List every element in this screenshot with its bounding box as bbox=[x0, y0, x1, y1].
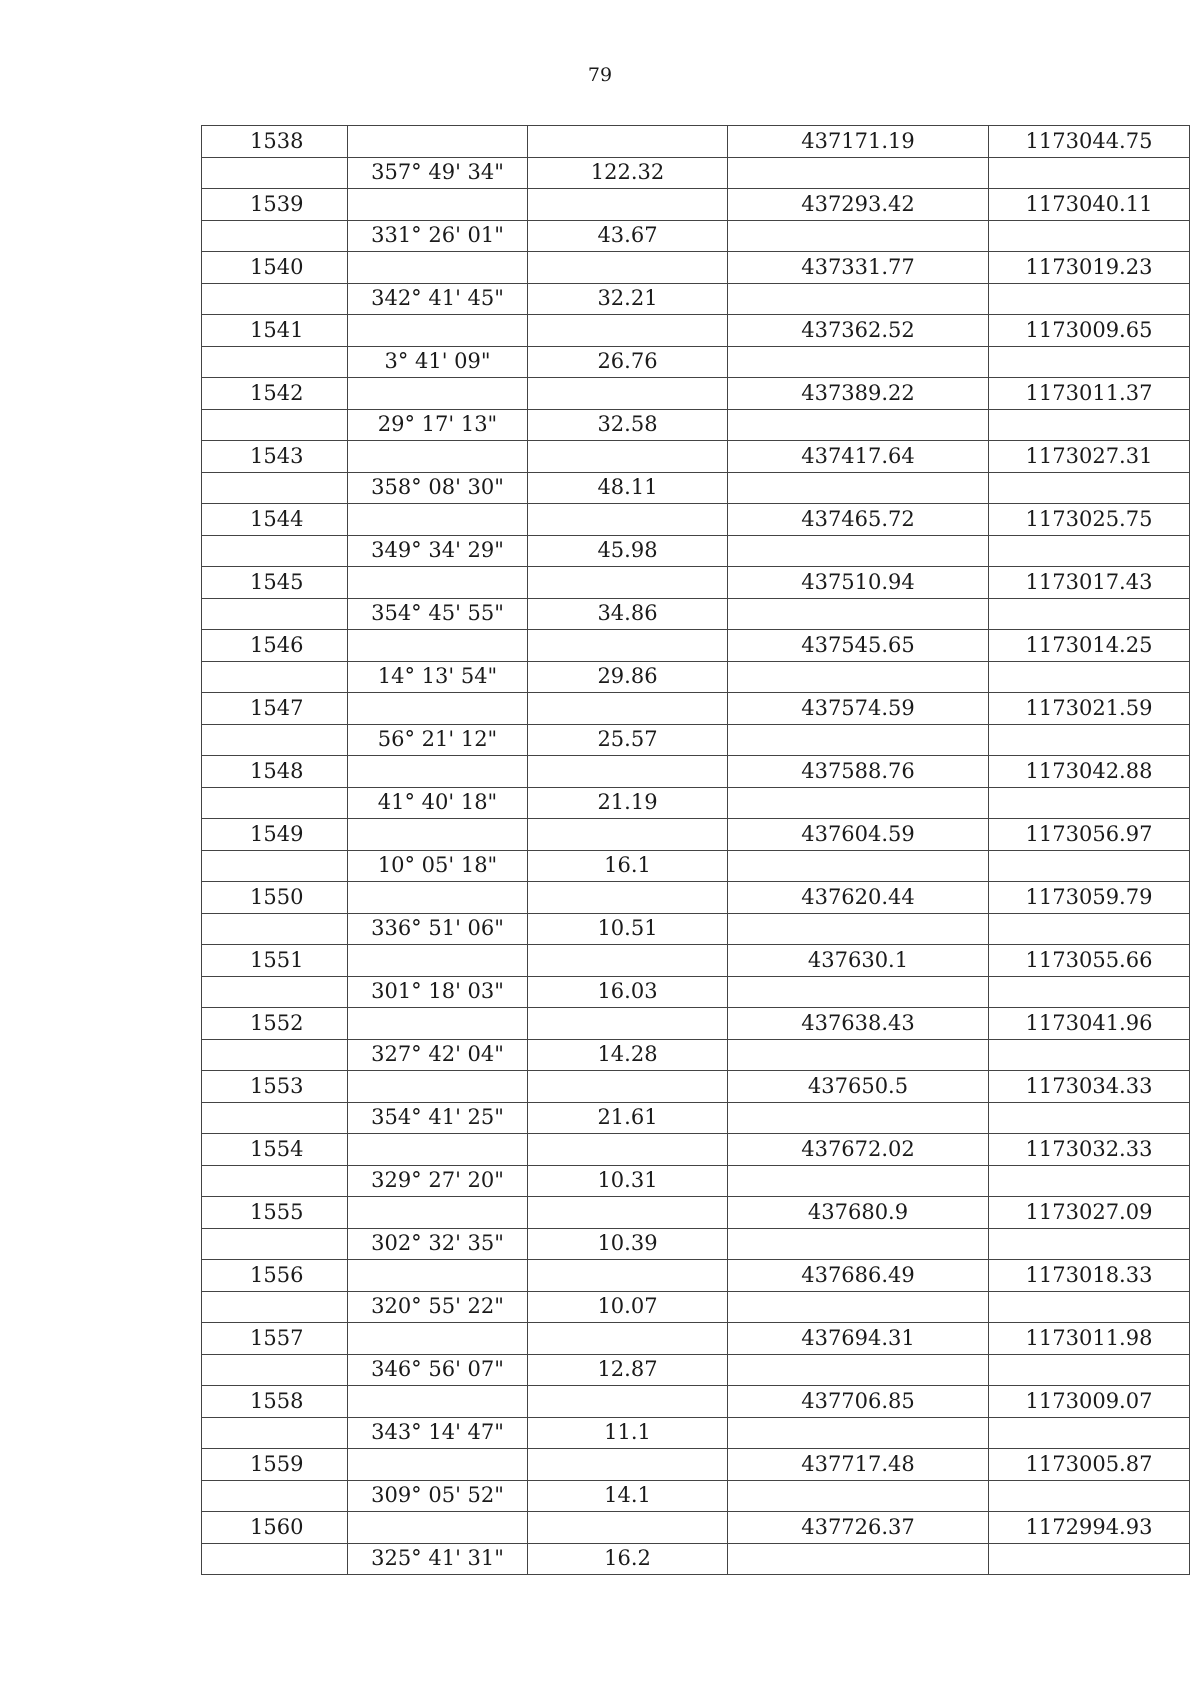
station-row bbox=[202, 378, 1190, 410]
bearing-cell: 29° 17' 13" bbox=[348, 409, 528, 441]
empty-cell bbox=[989, 157, 1190, 189]
empty-cell bbox=[528, 567, 728, 599]
northing-cell: 437620.44 bbox=[728, 882, 989, 914]
northing-cell: 437717.48 bbox=[728, 1449, 989, 1481]
empty-cell bbox=[528, 1134, 728, 1166]
empty-cell bbox=[528, 945, 728, 977]
bearing-cell: 309° 05' 52" bbox=[348, 1480, 528, 1512]
distance-cell: 11.1 bbox=[528, 1417, 728, 1449]
distance-cell: 10.31 bbox=[528, 1165, 728, 1197]
empty-cell bbox=[348, 630, 528, 662]
empty-cell bbox=[728, 850, 989, 882]
page-number: 79 bbox=[587, 64, 613, 86]
empty-cell bbox=[989, 1039, 1190, 1071]
empty-cell bbox=[989, 913, 1190, 945]
empty-cell bbox=[989, 976, 1190, 1008]
empty-cell bbox=[348, 882, 528, 914]
empty-cell bbox=[348, 693, 528, 725]
station-number-cell: 1552 bbox=[202, 1008, 348, 1040]
station-number-cell: 1549 bbox=[202, 819, 348, 851]
easting-cell: 1173017.43 bbox=[989, 567, 1190, 599]
empty-cell bbox=[202, 1165, 348, 1197]
northing-cell: 437389.22 bbox=[728, 378, 989, 410]
distance-cell: 21.61 bbox=[528, 1102, 728, 1134]
easting-cell: 1173056.97 bbox=[989, 819, 1190, 851]
bearing-cell: 329° 27' 20" bbox=[348, 1165, 528, 1197]
traverse-leg-row bbox=[202, 1102, 1190, 1134]
northing-cell: 437545.65 bbox=[728, 630, 989, 662]
northing-cell: 437706.85 bbox=[728, 1386, 989, 1418]
station-row bbox=[202, 630, 1190, 662]
empty-cell bbox=[202, 661, 348, 693]
station-row bbox=[202, 315, 1190, 347]
empty-cell bbox=[528, 1260, 728, 1292]
empty-cell bbox=[989, 220, 1190, 252]
empty-cell bbox=[528, 1386, 728, 1418]
northing-cell: 437331.77 bbox=[728, 252, 989, 284]
empty-cell bbox=[728, 1165, 989, 1197]
empty-cell bbox=[989, 1165, 1190, 1197]
traverse-leg-row bbox=[202, 409, 1190, 441]
traverse-leg-row bbox=[202, 598, 1190, 630]
empty-cell bbox=[728, 1480, 989, 1512]
empty-cell bbox=[348, 504, 528, 536]
empty-cell bbox=[728, 472, 989, 504]
distance-cell: 48.11 bbox=[528, 472, 728, 504]
station-row bbox=[202, 819, 1190, 851]
empty-cell bbox=[202, 472, 348, 504]
empty-cell bbox=[989, 1480, 1190, 1512]
empty-cell bbox=[202, 535, 348, 567]
empty-cell bbox=[989, 346, 1190, 378]
distance-cell: 14.1 bbox=[528, 1480, 728, 1512]
empty-cell bbox=[348, 378, 528, 410]
northing-cell: 437686.49 bbox=[728, 1260, 989, 1292]
empty-cell bbox=[528, 378, 728, 410]
bearing-cell: 56° 21' 12" bbox=[348, 724, 528, 756]
traverse-leg-row bbox=[202, 724, 1190, 756]
empty-cell bbox=[528, 1008, 728, 1040]
easting-cell: 1173059.79 bbox=[989, 882, 1190, 914]
easting-cell: 1173041.96 bbox=[989, 1008, 1190, 1040]
empty-cell bbox=[348, 1512, 528, 1544]
empty-cell bbox=[989, 1354, 1190, 1386]
station-row bbox=[202, 567, 1190, 599]
empty-cell bbox=[728, 913, 989, 945]
empty-cell bbox=[989, 787, 1190, 819]
distance-cell: 16.2 bbox=[528, 1543, 728, 1575]
easting-cell: 1173021.59 bbox=[989, 693, 1190, 725]
empty-cell bbox=[202, 913, 348, 945]
easting-cell: 1173055.66 bbox=[989, 945, 1190, 977]
northing-cell: 437638.43 bbox=[728, 1008, 989, 1040]
survey-coordinates-table bbox=[201, 125, 1190, 1575]
empty-cell bbox=[528, 1071, 728, 1103]
distance-cell: 25.57 bbox=[528, 724, 728, 756]
station-row bbox=[202, 882, 1190, 914]
traverse-leg-row bbox=[202, 346, 1190, 378]
distance-cell: 10.39 bbox=[528, 1228, 728, 1260]
traverse-leg-row bbox=[202, 283, 1190, 315]
empty-cell bbox=[989, 1102, 1190, 1134]
northing-cell: 437604.59 bbox=[728, 819, 989, 851]
bearing-cell: 354° 45' 55" bbox=[348, 598, 528, 630]
bearing-cell: 302° 32' 35" bbox=[348, 1228, 528, 1260]
bearing-cell: 354° 41' 25" bbox=[348, 1102, 528, 1134]
empty-cell bbox=[202, 1417, 348, 1449]
empty-cell bbox=[202, 598, 348, 630]
station-row bbox=[202, 1512, 1190, 1544]
empty-cell bbox=[348, 1071, 528, 1103]
empty-cell bbox=[348, 1134, 528, 1166]
empty-cell bbox=[528, 882, 728, 914]
traverse-leg-row bbox=[202, 787, 1190, 819]
traverse-leg-row bbox=[202, 535, 1190, 567]
empty-cell bbox=[728, 787, 989, 819]
empty-cell bbox=[202, 1543, 348, 1575]
empty-cell bbox=[528, 252, 728, 284]
empty-cell bbox=[528, 1449, 728, 1481]
empty-cell bbox=[202, 1291, 348, 1323]
easting-cell: 1173027.31 bbox=[989, 441, 1190, 473]
empty-cell bbox=[728, 535, 989, 567]
northing-cell: 437510.94 bbox=[728, 567, 989, 599]
station-number-cell: 1551 bbox=[202, 945, 348, 977]
empty-cell bbox=[989, 661, 1190, 693]
easting-cell: 1173009.07 bbox=[989, 1386, 1190, 1418]
empty-cell bbox=[348, 1386, 528, 1418]
bearing-cell: 349° 34' 29" bbox=[348, 535, 528, 567]
empty-cell bbox=[728, 1291, 989, 1323]
empty-cell bbox=[989, 472, 1190, 504]
northing-cell: 437171.19 bbox=[728, 126, 989, 158]
empty-cell bbox=[528, 819, 728, 851]
empty-cell bbox=[728, 1543, 989, 1575]
traverse-leg-row bbox=[202, 1228, 1190, 1260]
station-number-cell: 1553 bbox=[202, 1071, 348, 1103]
station-number-cell: 1559 bbox=[202, 1449, 348, 1481]
easting-cell: 1173011.37 bbox=[989, 378, 1190, 410]
empty-cell bbox=[528, 315, 728, 347]
northing-cell: 437465.72 bbox=[728, 504, 989, 536]
station-row bbox=[202, 441, 1190, 473]
empty-cell bbox=[528, 1512, 728, 1544]
easting-cell: 1173027.09 bbox=[989, 1197, 1190, 1229]
empty-cell bbox=[728, 598, 989, 630]
traverse-leg-row bbox=[202, 913, 1190, 945]
empty-cell bbox=[202, 1039, 348, 1071]
station-row bbox=[202, 1323, 1190, 1355]
empty-cell bbox=[728, 157, 989, 189]
empty-cell bbox=[348, 1449, 528, 1481]
station-number-cell: 1554 bbox=[202, 1134, 348, 1166]
bearing-cell: 346° 56' 07" bbox=[348, 1354, 528, 1386]
empty-cell bbox=[989, 1291, 1190, 1323]
distance-cell: 12.87 bbox=[528, 1354, 728, 1386]
traverse-leg-row bbox=[202, 661, 1190, 693]
empty-cell bbox=[728, 661, 989, 693]
station-row bbox=[202, 945, 1190, 977]
easting-cell: 1173005.87 bbox=[989, 1449, 1190, 1481]
easting-cell: 1173044.75 bbox=[989, 126, 1190, 158]
easting-cell: 1173042.88 bbox=[989, 756, 1190, 788]
empty-cell bbox=[348, 189, 528, 221]
empty-cell bbox=[348, 1008, 528, 1040]
easting-cell: 1173034.33 bbox=[989, 1071, 1190, 1103]
empty-cell bbox=[348, 945, 528, 977]
easting-cell: 1173009.65 bbox=[989, 315, 1190, 347]
station-number-cell: 1539 bbox=[202, 189, 348, 221]
station-row bbox=[202, 1197, 1190, 1229]
traverse-leg-row bbox=[202, 157, 1190, 189]
empty-cell bbox=[202, 724, 348, 756]
bearing-cell: 41° 40' 18" bbox=[348, 787, 528, 819]
station-row bbox=[202, 693, 1190, 725]
northing-cell: 437680.9 bbox=[728, 1197, 989, 1229]
empty-cell bbox=[989, 409, 1190, 441]
traverse-leg-row bbox=[202, 1039, 1190, 1071]
bearing-cell: 10° 05' 18" bbox=[348, 850, 528, 882]
distance-cell: 32.21 bbox=[528, 283, 728, 315]
empty-cell bbox=[989, 1543, 1190, 1575]
station-row bbox=[202, 1386, 1190, 1418]
empty-cell bbox=[348, 819, 528, 851]
station-row bbox=[202, 756, 1190, 788]
bearing-cell: 320° 55' 22" bbox=[348, 1291, 528, 1323]
distance-cell: 16.03 bbox=[528, 976, 728, 1008]
empty-cell bbox=[202, 976, 348, 1008]
empty-cell bbox=[528, 693, 728, 725]
traverse-leg-row bbox=[202, 1480, 1190, 1512]
station-number-cell: 1538 bbox=[202, 126, 348, 158]
station-number-cell: 1542 bbox=[202, 378, 348, 410]
distance-cell: 43.67 bbox=[528, 220, 728, 252]
empty-cell bbox=[202, 157, 348, 189]
northing-cell: 437362.52 bbox=[728, 315, 989, 347]
empty-cell bbox=[728, 346, 989, 378]
empty-cell bbox=[728, 1228, 989, 1260]
empty-cell bbox=[989, 850, 1190, 882]
bearing-cell: 301° 18' 03" bbox=[348, 976, 528, 1008]
empty-cell bbox=[348, 126, 528, 158]
empty-cell bbox=[989, 535, 1190, 567]
empty-cell bbox=[728, 283, 989, 315]
empty-cell bbox=[528, 1197, 728, 1229]
empty-cell bbox=[728, 409, 989, 441]
northing-cell: 437630.1 bbox=[728, 945, 989, 977]
station-number-cell: 1550 bbox=[202, 882, 348, 914]
empty-cell bbox=[348, 756, 528, 788]
distance-cell: 16.1 bbox=[528, 850, 728, 882]
distance-cell: 26.76 bbox=[528, 346, 728, 378]
empty-cell bbox=[989, 598, 1190, 630]
bearing-cell: 336° 51' 06" bbox=[348, 913, 528, 945]
station-number-cell: 1556 bbox=[202, 1260, 348, 1292]
traverse-leg-row bbox=[202, 1291, 1190, 1323]
distance-cell: 10.07 bbox=[528, 1291, 728, 1323]
easting-cell: 1173025.75 bbox=[989, 504, 1190, 536]
traverse-leg-row bbox=[202, 220, 1190, 252]
station-row bbox=[202, 126, 1190, 158]
easting-cell: 1172994.93 bbox=[989, 1512, 1190, 1544]
station-row bbox=[202, 189, 1190, 221]
empty-cell bbox=[989, 724, 1190, 756]
distance-cell: 34.86 bbox=[528, 598, 728, 630]
station-number-cell: 1546 bbox=[202, 630, 348, 662]
empty-cell bbox=[348, 1323, 528, 1355]
station-row bbox=[202, 504, 1190, 536]
empty-cell bbox=[728, 220, 989, 252]
station-row bbox=[202, 252, 1190, 284]
station-number-cell: 1544 bbox=[202, 504, 348, 536]
traverse-leg-row bbox=[202, 1543, 1190, 1575]
empty-cell bbox=[528, 126, 728, 158]
traverse-leg-row bbox=[202, 976, 1190, 1008]
empty-cell bbox=[528, 1323, 728, 1355]
traverse-leg-row bbox=[202, 1354, 1190, 1386]
station-row bbox=[202, 1449, 1190, 1481]
easting-cell: 1173032.33 bbox=[989, 1134, 1190, 1166]
empty-cell bbox=[728, 1417, 989, 1449]
distance-cell: 29.86 bbox=[528, 661, 728, 693]
empty-cell bbox=[528, 504, 728, 536]
northing-cell: 437672.02 bbox=[728, 1134, 989, 1166]
empty-cell bbox=[989, 283, 1190, 315]
empty-cell bbox=[348, 567, 528, 599]
station-number-cell: 1547 bbox=[202, 693, 348, 725]
distance-cell: 14.28 bbox=[528, 1039, 728, 1071]
station-row bbox=[202, 1008, 1190, 1040]
empty-cell bbox=[728, 1354, 989, 1386]
bearing-cell: 358° 08' 30" bbox=[348, 472, 528, 504]
station-number-cell: 1560 bbox=[202, 1512, 348, 1544]
distance-cell: 45.98 bbox=[528, 535, 728, 567]
bearing-cell: 3° 41' 09" bbox=[348, 346, 528, 378]
traverse-leg-row bbox=[202, 1165, 1190, 1197]
station-row bbox=[202, 1134, 1190, 1166]
bearing-cell: 342° 41' 45" bbox=[348, 283, 528, 315]
distance-cell: 10.51 bbox=[528, 913, 728, 945]
northing-cell: 437694.31 bbox=[728, 1323, 989, 1355]
table-body bbox=[202, 126, 1190, 1575]
distance-cell: 32.58 bbox=[528, 409, 728, 441]
empty-cell bbox=[348, 1197, 528, 1229]
northing-cell: 437588.76 bbox=[728, 756, 989, 788]
distance-cell: 21.19 bbox=[528, 787, 728, 819]
easting-cell: 1173011.98 bbox=[989, 1323, 1190, 1355]
empty-cell bbox=[728, 1039, 989, 1071]
empty-cell bbox=[728, 976, 989, 1008]
station-number-cell: 1557 bbox=[202, 1323, 348, 1355]
empty-cell bbox=[348, 315, 528, 347]
empty-cell bbox=[989, 1228, 1190, 1260]
northing-cell: 437417.64 bbox=[728, 441, 989, 473]
bearing-cell: 14° 13' 54" bbox=[348, 661, 528, 693]
station-number-cell: 1543 bbox=[202, 441, 348, 473]
distance-cell: 122.32 bbox=[528, 157, 728, 189]
empty-cell bbox=[728, 724, 989, 756]
station-number-cell: 1555 bbox=[202, 1197, 348, 1229]
bearing-cell: 325° 41' 31" bbox=[348, 1543, 528, 1575]
empty-cell bbox=[202, 850, 348, 882]
station-row bbox=[202, 1260, 1190, 1292]
empty-cell bbox=[202, 1480, 348, 1512]
empty-cell bbox=[348, 252, 528, 284]
empty-cell bbox=[202, 409, 348, 441]
station-number-cell: 1545 bbox=[202, 567, 348, 599]
empty-cell bbox=[202, 787, 348, 819]
station-number-cell: 1541 bbox=[202, 315, 348, 347]
empty-cell bbox=[202, 1102, 348, 1134]
station-number-cell: 1548 bbox=[202, 756, 348, 788]
empty-cell bbox=[348, 1260, 528, 1292]
bearing-cell: 343° 14' 47" bbox=[348, 1417, 528, 1449]
empty-cell bbox=[202, 283, 348, 315]
station-row bbox=[202, 1071, 1190, 1103]
traverse-leg-row bbox=[202, 850, 1190, 882]
empty-cell bbox=[528, 441, 728, 473]
empty-cell bbox=[202, 1354, 348, 1386]
bearing-cell: 357° 49' 34" bbox=[348, 157, 528, 189]
empty-cell bbox=[202, 1228, 348, 1260]
easting-cell: 1173040.11 bbox=[989, 189, 1190, 221]
empty-cell bbox=[348, 441, 528, 473]
northing-cell: 437293.42 bbox=[728, 189, 989, 221]
station-number-cell: 1558 bbox=[202, 1386, 348, 1418]
empty-cell bbox=[989, 1417, 1190, 1449]
bearing-cell: 327° 42' 04" bbox=[348, 1039, 528, 1071]
bearing-cell: 331° 26' 01" bbox=[348, 220, 528, 252]
easting-cell: 1173018.33 bbox=[989, 1260, 1190, 1292]
empty-cell bbox=[202, 346, 348, 378]
northing-cell: 437726.37 bbox=[728, 1512, 989, 1544]
traverse-leg-row bbox=[202, 1417, 1190, 1449]
easting-cell: 1173014.25 bbox=[989, 630, 1190, 662]
empty-cell bbox=[528, 189, 728, 221]
empty-cell bbox=[728, 1102, 989, 1134]
northing-cell: 437574.59 bbox=[728, 693, 989, 725]
empty-cell bbox=[528, 630, 728, 662]
empty-cell bbox=[528, 756, 728, 788]
traverse-leg-row bbox=[202, 472, 1190, 504]
station-number-cell: 1540 bbox=[202, 252, 348, 284]
empty-cell bbox=[202, 220, 348, 252]
northing-cell: 437650.5 bbox=[728, 1071, 989, 1103]
easting-cell: 1173019.23 bbox=[989, 252, 1190, 284]
